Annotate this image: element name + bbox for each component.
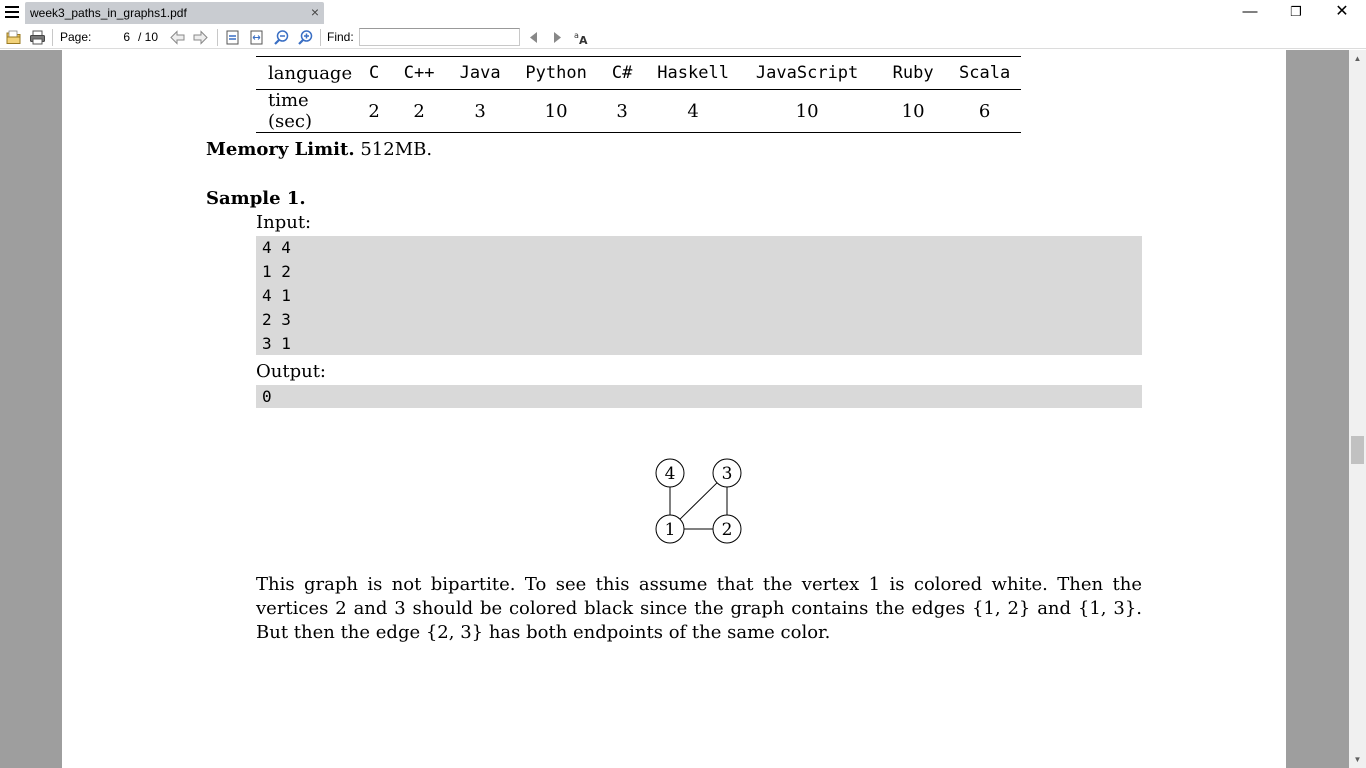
table-header-cell: JavaScript [736, 57, 878, 90]
sample-title: Sample 1. [206, 188, 306, 209]
time-limit-table [256, 56, 1021, 133]
find-label: Find: [327, 30, 354, 44]
zoom-out-icon[interactable] [273, 29, 290, 46]
memory-limit-label: Memory Limit. [206, 139, 355, 160]
toolbar-separator [320, 29, 321, 46]
table-cell: 10 [518, 90, 594, 133]
graph-vertex-label: 1 [664, 520, 676, 540]
svg-text:A: A [579, 34, 588, 46]
table-header-cell: language [256, 57, 352, 90]
input-label: Input: [256, 212, 312, 233]
graph-vertex-label: 4 [664, 464, 676, 484]
page-number-input[interactable] [95, 28, 135, 46]
pdf-page [62, 50, 1286, 768]
fit-width-icon[interactable] [248, 29, 265, 46]
table-cell: 4 [650, 90, 736, 133]
table-header-cell: C++ [396, 57, 442, 90]
table-cell: 3 [442, 90, 518, 133]
table-header-cell: Java [442, 57, 518, 90]
open-icon[interactable] [5, 29, 22, 46]
table-header-row [256, 57, 1021, 90]
explanation-line: and 3 should be colored black since the graph contains the edges {1, 2} and {1, 3}. But then the edge [256, 598, 1142, 643]
document-viewer[interactable] [0, 50, 1349, 768]
fit-page-icon[interactable] [224, 29, 241, 46]
table-header-cell: Haskell [650, 57, 736, 90]
menu-icon[interactable] [5, 6, 19, 18]
match-case-icon[interactable] [573, 29, 590, 46]
code-line: 0 [262, 387, 272, 406]
document-tab-label: week3_paths_in_graphs1.pdf [30, 6, 187, 20]
zoom-in-icon[interactable] [297, 29, 314, 46]
print-icon[interactable] [29, 29, 46, 46]
page-label: Page: [60, 30, 92, 44]
find-next-icon[interactable] [549, 29, 566, 46]
title-bar [0, 0, 1366, 26]
memory-limit-line [206, 138, 432, 162]
output-code-block [256, 385, 1142, 408]
table-cell: 10 [736, 90, 878, 133]
page-total: / 10 [138, 30, 159, 44]
toolbar-separator [52, 29, 53, 46]
input-code-block [256, 236, 1142, 355]
memory-limit-value: 512MB. [360, 139, 433, 160]
find-input[interactable] [359, 28, 520, 46]
toolbar-separator [217, 29, 218, 46]
explanation-line: {2, 3} has both endpoints of the same color. [425, 622, 831, 643]
table-cell: time (sec) [256, 90, 352, 133]
scroll-down-arrow[interactable]: ▼ [1353, 755, 1362, 764]
table-header-cell: C [352, 57, 396, 90]
graph-diagram [642, 452, 752, 552]
table-header-cell: Ruby [878, 57, 948, 90]
next-page-icon[interactable] [192, 29, 209, 46]
scroll-thumb[interactable] [1351, 436, 1364, 464]
toolbar [0, 26, 1366, 49]
scroll-up-arrow[interactable]: ▲ [1353, 54, 1362, 63]
table-header-cell: Python [518, 57, 594, 90]
code-line: 4 1 [262, 286, 291, 305]
table-header-cell: Scala [948, 57, 1021, 90]
table-cell: 3 [594, 90, 650, 133]
minimize-button[interactable]: — [1242, 3, 1258, 20]
vertical-scrollbar[interactable] [1349, 50, 1366, 768]
output-label: Output: [256, 361, 326, 382]
tab-close-icon[interactable]: × [310, 4, 319, 20]
table-cell: 6 [948, 90, 1021, 133]
explanation-paragraph [256, 573, 1142, 645]
table-cell: 10 [878, 90, 948, 133]
table-row [256, 90, 1021, 133]
code-line: 2 3 [262, 310, 291, 329]
explanation-line: This graph is not bipartite. To see this assume that the vertex 1 is colored white. Then the vertices 2 [256, 574, 1142, 619]
code-line: 1 2 [262, 262, 291, 281]
table-cell: 2 [396, 90, 442, 133]
svg-text:a: a [574, 31, 579, 40]
code-line: 3 1 [262, 334, 291, 353]
table-header-cell: C# [594, 57, 650, 90]
graph-edge [680, 483, 717, 519]
document-tab[interactable] [25, 2, 324, 24]
find-prev-icon[interactable] [525, 29, 542, 46]
table-cell: 2 [352, 90, 396, 133]
code-line: 4 4 [262, 238, 291, 257]
prev-page-icon[interactable] [169, 29, 186, 46]
graph-vertex-label: 3 [721, 464, 733, 484]
close-window-button[interactable]: ✕ [1335, 3, 1349, 20]
graph-vertex-label: 2 [721, 520, 733, 540]
maximize-button[interactable]: ❐ [1290, 4, 1302, 19]
